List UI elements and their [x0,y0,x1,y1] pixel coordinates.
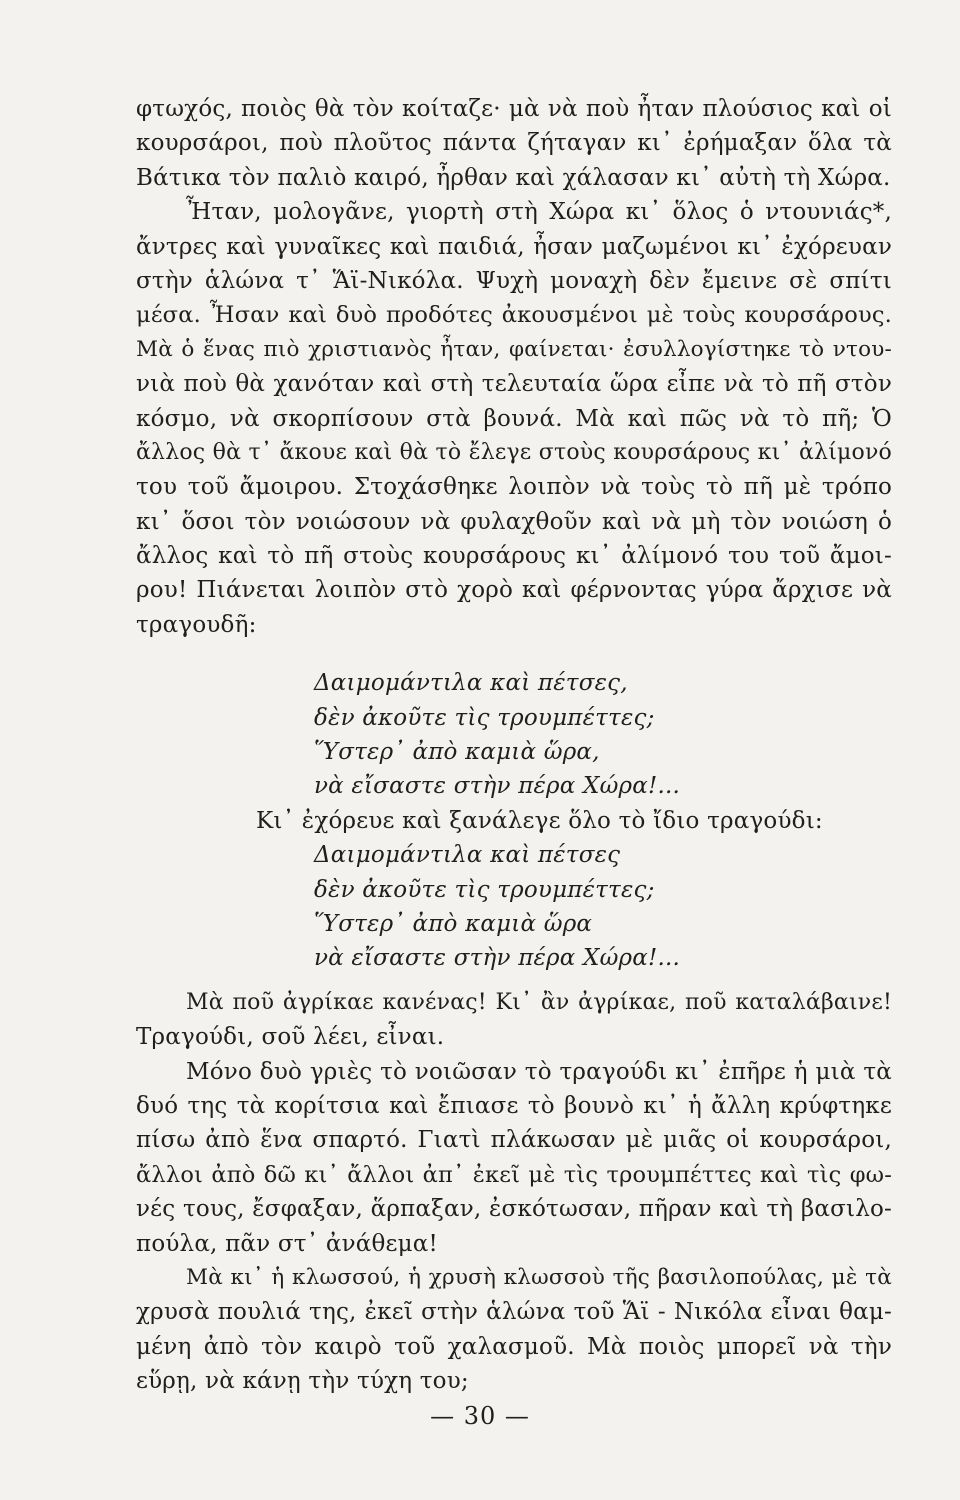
text-line: Βάτικα τὸν παλιὸ καιρό, ἦρθαν καὶ χάλασαν κι᾿ αὐτὴ τὴ Χώρα. [136,164,891,191]
verse-line: Δαιμομάντιλα καὶ πέτσες, [314,670,628,697]
text-line: εὕρῃ, νὰ κάνῃ τὴν τύχη του; [136,1368,469,1395]
page-number: — 30 — [430,1402,530,1430]
text-line: κι᾿ ὅσοι τὸν νοιώσουν νὰ φυλαχθοῦν καὶ νὰ μὴ τὸν νοιώση ὁ [136,508,892,535]
verse-line: Ὕστερ᾿ ἀπὸ καμιὰ ὥρα [314,910,593,937]
text-line: ἄντρες καὶ γυναῖκες καὶ παιδιά, ἦσαν μαζωμένοι κι᾿ ἐχόρευαν [136,233,892,260]
text-line: Μὰ κι᾿ ἡ κλωσσού, ἡ χρυσὴ κλωσσοὺ τῆς βασιλοπούλας, μὲ τὰ [186,1264,892,1290]
text-line: κουρσάροι, ποὺ πλοῦτος πάντα ζήταγαν κι᾿ ἐρήμαξαν ὅλα τὰ [136,130,892,157]
text-line: ἄλλος καὶ τὸ πῆ στοὺς κουρσάρους κι᾿ ἀλίμονό του τοῦ ἄμοι- [136,543,892,570]
text-line: του τοῦ ἄμοιρου. Στοχάσθηκε λοιπὸν νὰ τοὺς τὸ πῆ μὲ τρόπο [136,474,892,501]
verse-line: δὲν ἀκοῦτε τὶς τρουμπέττες; [314,704,655,731]
text-line: χρυσὰ πουλιά της, ἐκεῖ στὴν ἁλώνα τοῦ Ἅϊ - Νικόλα εἶναι θαμ- [136,1299,892,1326]
text-line: Ἦταν, μολογᾶνε, γιορτὴ στὴ Χώρα κι᾿ ὅλος ὁ ντουνιάς*, [186,199,892,226]
text-line: νιὰ ποὺ θὰ χανόταν καὶ στὴ τελευταία ὥρα εἶπε νὰ τὸ πῆ στὸν [136,371,892,398]
text-line: Μόνο δυὸ γριὲς τὸ νοιῶσαν τὸ τραγούδι κι᾿ ἐπῆρε ἡ μιὰ τὰ [186,1058,892,1085]
text-line: δυό της τὰ κορίτσια καὶ ἔπιασε τὸ βουνὸ κι᾿ ἡ ἄλλη κρύφτηκε [136,1092,892,1119]
text-line: τραγουδῆ: [136,611,257,638]
text-line: μένη ἀπὸ τὸν καιρὸ τοῦ χαλασμοῦ. Μὰ ποιὸς μπορεῖ νὰ τὴν [136,1333,892,1360]
text-line: ἄλλος θὰ τ᾿ ἄκουε καὶ θὰ τὸ ἔλεγε στοὺς κουρσάρους κι᾿ ἀλίμονό [136,439,892,465]
text-line: ρου! Πιάνεται λοιπὸν στὸ χορὸ καὶ φέρνοντας γύρα ἄρχισε νὰ [136,577,892,604]
text-line: πούλα, πᾶν στ᾿ ἀνάθεμα! [136,1230,438,1257]
interlude-line: Κι᾿ ἐχόρευε καὶ ξανάλεγε ὅλο τὸ ἴδιο τραγούδι: [256,807,823,834]
text-line: φτωχός, ποιὸς θὰ τὸν κοίταζε· μὰ νὰ ποὺ ἦταν πλούσιος καὶ οἱ [136,96,892,122]
verse-line: Δαιμομάντιλα καὶ πέτσες [314,842,621,869]
text-line: Μὰ ὁ ἕνας πιὸ χριστιανὸς ἦταν, φαίνεται· ἐσυλλογίστηκε τὸ ντου- [136,336,892,362]
text-line: πίσω ἀπὸ ἕνα σπαρτό. Γιατὶ πλάκωσαν μὲ μιᾶς οἱ κουρσάροι, [136,1127,892,1154]
body-text [136,92,892,1398]
verse-line: Ὕστερ᾿ ἀπὸ καμιὰ ὥρα, [314,739,600,766]
text-line: Τραγούδι, σοῦ λέει, εἶναι. [136,1024,445,1051]
text-line: ἄλλοι ἀπὸ δῶ κι᾿ ἄλλοι ἀπ᾿ ἐκεῖ μὲ τὶς τρουμπέττες καὶ τὶς φω- [136,1161,892,1188]
verse-line: νὰ εἴσαστε στὴν πέρα Χώρα!... [314,945,680,972]
text-line: νές τους, ἔσφαξαν, ἅρπαξαν, ἐσκότωσαν, πῆραν καὶ τὴ βασιλο- [136,1196,892,1223]
text-line: κόσμο, νὰ σκορπίσουν στὰ βουνά. Μὰ καὶ πῶς νὰ τὸ πῆ; Ὁ [136,405,892,432]
verse-line: νὰ εἴσαστε στὴν πέρα Χώρα!... [314,773,680,800]
text-line: Μὰ ποῦ ἀγρίκαε κανένας! Κι᾿ ἂν ἀγρίκαε, ποῦ καταλάβαινε! [186,989,892,1015]
verse-line: δὲν ἀκοῦτε τὶς τρουμπέττες; [314,876,655,903]
text-line: στὴν ἁλώνα τ᾿ Ἅϊ-Νικόλα. Ψυχὴ μοναχὴ δὲν ἔμεινε σὲ σπίτι [136,267,892,294]
text-line: μέσα. Ἦσαν καὶ δυὸ προδότες ἀκουσμένοι μὲ τοὺς κουρσάρους. [136,302,892,329]
